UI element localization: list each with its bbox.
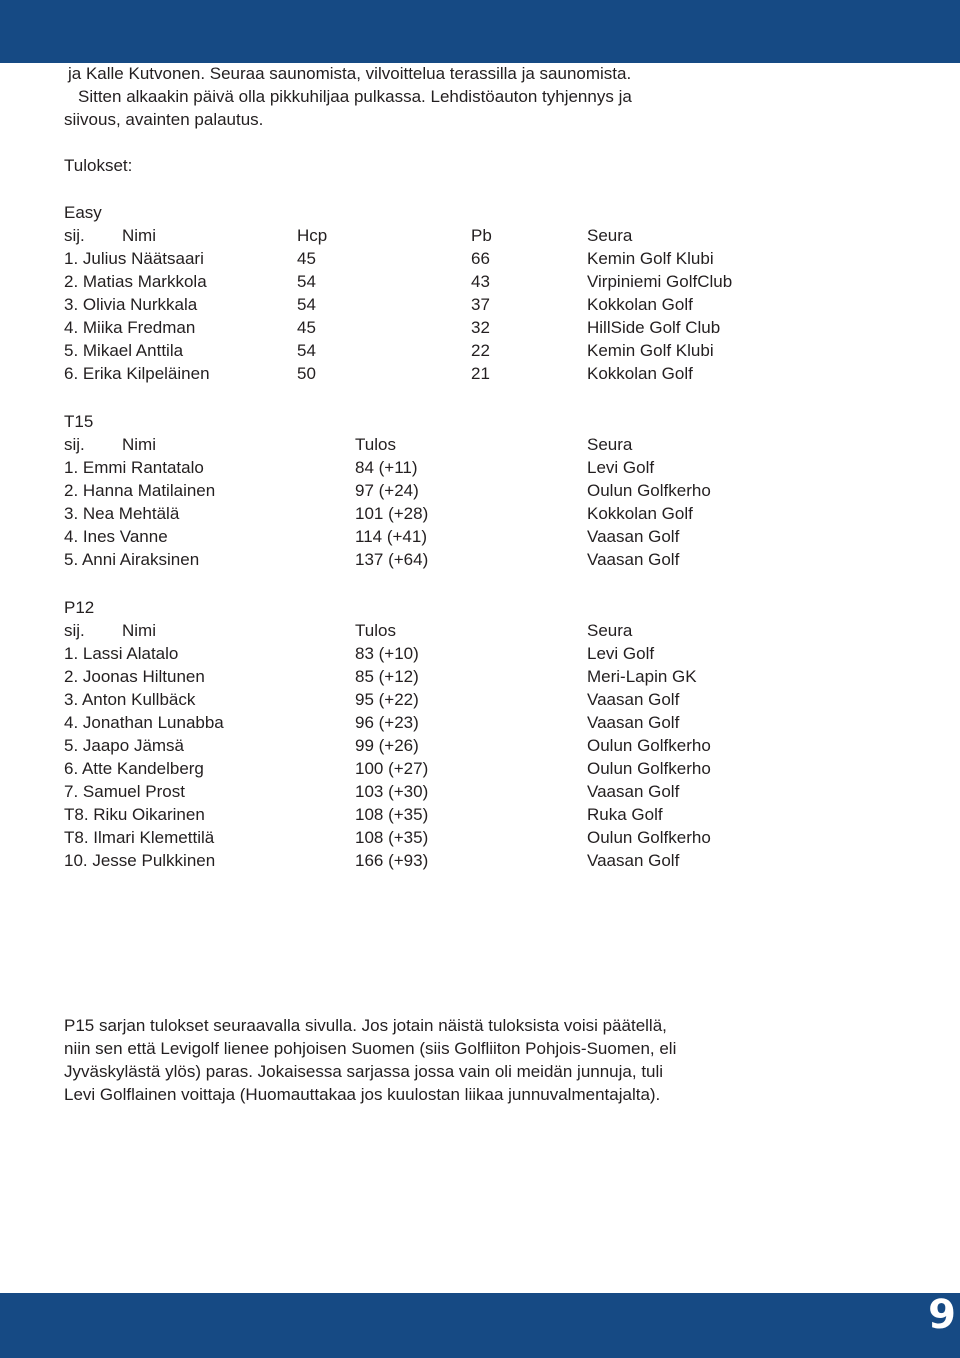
player: 1. Emmi Rantatalo xyxy=(64,458,204,477)
rank-header: sij. xyxy=(64,621,85,640)
result: 97 (+24) xyxy=(355,481,419,500)
outro-line-3: Jyväskylästä ylös) paras. Jokaisessa sarjassa jossa vain oli meidän junnuja, tuli xyxy=(64,1062,664,1081)
result-header: Tulos xyxy=(355,621,396,640)
rank-header: sij. xyxy=(64,435,85,454)
hcp: 54 xyxy=(297,295,316,314)
club: Kokkolan Golf xyxy=(587,504,693,523)
club: Vaasan Golf xyxy=(587,550,680,569)
club: Oulun Golfkerho xyxy=(587,759,711,778)
player: 1. Lassi Alatalo xyxy=(64,644,179,663)
player: 6. Erika Kilpeläinen xyxy=(64,364,210,383)
result: 84 (+11) xyxy=(355,458,418,477)
result: 96 (+23) xyxy=(355,713,419,732)
club: Vaasan Golf xyxy=(587,851,680,870)
result-header: Tulos xyxy=(355,435,396,454)
pb: 22 xyxy=(471,341,490,360)
outro-line-2: niin sen että Levigolf lienee pohjoisen Suomen (siis Golfliiton Pohjois-Suomen, eli xyxy=(64,1039,677,1058)
result: 103 (+30) xyxy=(355,782,429,801)
club: Kokkolan Golf xyxy=(587,364,693,383)
pb: 32 xyxy=(471,318,490,337)
intro-line-3: siivous, avainten palautus. xyxy=(64,110,264,129)
pb: 43 xyxy=(471,272,490,291)
section-title: T15 xyxy=(64,412,94,431)
player: 2. Hanna Matilainen xyxy=(64,481,216,500)
club-header: Seura xyxy=(587,226,633,245)
header-band xyxy=(0,0,960,63)
player: 2. Joonas Hiltunen xyxy=(64,667,205,686)
player: 4. Jonathan Lunabba xyxy=(64,713,224,732)
result: 101 (+28) xyxy=(355,504,429,523)
player: 1. Julius Näätsaari xyxy=(64,249,204,268)
hcp: 54 xyxy=(297,341,316,360)
player: 2. Matias Markkola xyxy=(64,272,207,291)
footer-band xyxy=(0,1293,960,1358)
club: Ruka Golf xyxy=(587,805,663,824)
outro-line-1: P15 sarjan tulokset seuraavalla sivulla. Jos jotain näistä tuloksista voisi päätellä, xyxy=(64,1016,667,1035)
club: Vaasan Golf xyxy=(587,690,680,709)
pb: 37 xyxy=(471,295,490,314)
club: Oulun Golfkerho xyxy=(587,828,711,847)
player: 3. Nea Mehtälä xyxy=(64,504,180,523)
result: 95 (+22) xyxy=(355,690,419,709)
hcp-header: Hcp xyxy=(297,226,328,245)
club-header: Seura xyxy=(587,621,633,640)
club: Oulun Golfkerho xyxy=(587,481,711,500)
hcp: 45 xyxy=(297,318,316,337)
player: 4. Miika Fredman xyxy=(64,318,196,337)
result: 85 (+12) xyxy=(355,667,419,686)
player: 7. Samuel Prost xyxy=(64,782,185,801)
club: Oulun Golfkerho xyxy=(587,736,711,755)
result: 100 (+27) xyxy=(355,759,429,778)
outro-line-4: Levi Golflainen voittaja (Huomauttakaa jos kuulostan liikaa junnuvalmentajalta). xyxy=(64,1085,661,1104)
club: Virpiniemi GolfClub xyxy=(587,272,733,291)
club: Vaasan Golf xyxy=(587,713,680,732)
pb: 66 xyxy=(471,249,490,268)
section-title: Easy xyxy=(64,203,102,222)
hcp: 54 xyxy=(297,272,316,291)
intro-line-2: Sitten alkaakin päivä olla pikkuhiljaa pulkassa. Lehdistöauton tyhjennys ja xyxy=(78,87,632,106)
player: 10. Jesse Pulkkinen xyxy=(64,851,216,870)
result: 108 (+35) xyxy=(355,828,429,847)
club: Kemin Golf Klubi xyxy=(587,341,714,360)
club: Meri-Lapin GK xyxy=(587,667,697,686)
rank-header: sij. xyxy=(64,226,85,245)
name-header: Nimi xyxy=(122,621,156,640)
result: 99 (+26) xyxy=(355,736,419,755)
player: T8. Ilmari Klemettilä xyxy=(64,828,215,847)
club: HillSide Golf Club xyxy=(587,318,721,337)
club: Levi Golf xyxy=(587,644,655,663)
club: Vaasan Golf xyxy=(587,527,680,546)
player: 4. Ines Vanne xyxy=(64,527,168,546)
hcp: 45 xyxy=(297,249,316,268)
result: 166 (+93) xyxy=(355,851,429,870)
player: 3. Anton Kullbäck xyxy=(64,690,196,709)
pb-header: Pb xyxy=(471,226,492,245)
name-header: Nimi xyxy=(122,226,156,245)
player: T8. Riku Oikarinen xyxy=(64,805,205,824)
player: 6. Atte Kandelberg xyxy=(64,759,204,778)
club: Levi Golf xyxy=(587,458,655,477)
player: 5. Jaapo Jämsä xyxy=(64,736,185,755)
player: 5. Mikael Anttila xyxy=(64,341,184,360)
hcp: 50 xyxy=(297,364,316,383)
result: 137 (+64) xyxy=(355,550,429,569)
result: 108 (+35) xyxy=(355,805,429,824)
club-header: Seura xyxy=(587,435,633,454)
section-title: P12 xyxy=(64,598,95,617)
pb: 21 xyxy=(471,364,490,383)
club: Kemin Golf Klubi xyxy=(587,249,714,268)
name-header: Nimi xyxy=(122,435,156,454)
intro-line-1: ja Kalle Kutvonen. Seuraa saunomista, vilvoittelua terassilla ja saunomista. xyxy=(68,64,632,83)
page-number: 9 xyxy=(928,1292,956,1338)
player: 5. Anni Airaksinen xyxy=(64,550,200,569)
club: Kokkolan Golf xyxy=(587,295,693,314)
result: 83 (+10) xyxy=(355,644,419,663)
result: 114 (+41) xyxy=(355,527,427,546)
club: Vaasan Golf xyxy=(587,782,680,801)
results-heading: Tulokset: xyxy=(64,156,133,175)
player: 3. Olivia Nurkkala xyxy=(64,295,198,314)
